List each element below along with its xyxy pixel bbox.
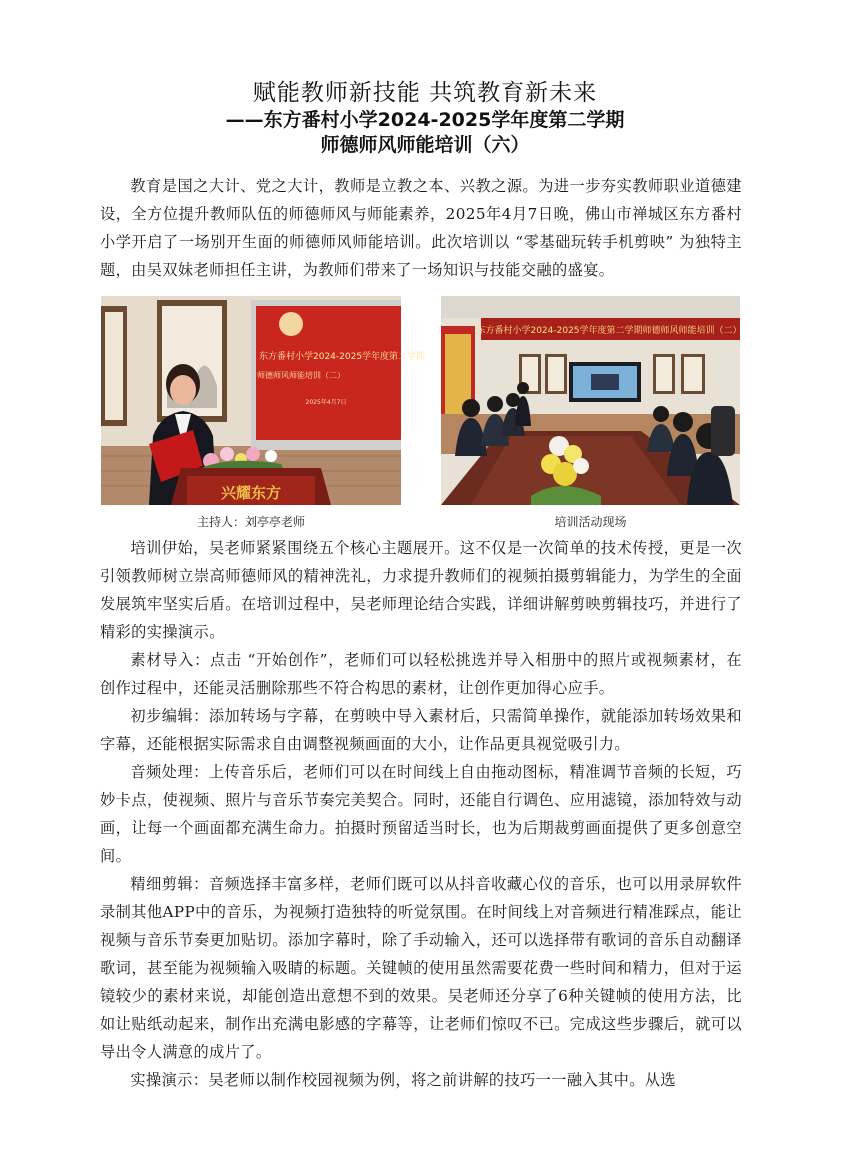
body-paragraph: 实操演示：吴老师以制作校园视频为例，将之前讲解的技巧一一融入其中。从选 (130, 1071, 676, 1089)
host-photo (101, 296, 426, 505)
photo-caption-host: 主持人：刘亭亭老师 (196, 515, 305, 529)
intro-section (100, 172, 742, 284)
subtitle-line: ——东方番村小学2024-2025学年度第二学期 (225, 109, 625, 131)
podium-text: 兴耀东方 (220, 484, 282, 502)
screen-date: 2025年4月7日 (305, 399, 347, 406)
banner-text: 东方番村小学2024-2025学年度第二学期师德师风师能培训（二） (476, 326, 742, 336)
screen-text-2: 师德师风师能培训（二） (257, 371, 345, 380)
intro-paragraph: 教育是国之大计、党之大计，教师是立教之本、兴教之源。为进一步夯实教师职业道德建设，全方位提升教师队伍的师德师风与师能素养，2025年4月7日晚，佛山市禅城区东方番村小学开启了一场别开生面的师德师风师能培训。此次培训以 “零基础玩转手机剪映” 为独特主题，由吴双妹老师担任主讲，为教师们带来了一场知识与技能交融的盛宴。 (100, 177, 742, 279)
main-body (100, 534, 742, 1094)
training-room-photo (441, 296, 740, 505)
body-paragraph: 培训伊始，吴老师紧紧围绕五个核心主题展开。这不仅是一次简单的技术传授，更是一次引领教师树立崇高师德师风的精神洗礼，力求提升教师们的视频拍摄剪辑能力，为学生的全面发展筑牢坚实后盾。在培训过程中，吴老师理论结合实践，详细讲解剪映剪辑技巧，并进行了精彩的实操演示。 (100, 539, 742, 641)
screen-text-1: 东方番村小学2024-2025学年度第二学期 (259, 352, 426, 362)
body-paragraph: 素材导入：点击 “开始创作”，老师们可以轻松挑选并导入相册中的照片或视频素材，在创作过程中，还能灵活删除那些不符合构思的素材，让创作更加得心应手。 (100, 651, 742, 697)
body-paragraph: 初步编辑：添加转场与字幕，在剪映中导入素材后，只需简单操作，就能添加转场效果和字幕，还能根据实际需求自由调整视频画面的大小，让作品更具视觉吸引力。 (100, 707, 742, 753)
body-paragraph: 精细剪辑：音频选择丰富多样，老师们既可以从抖音收藏心仪的音乐，也可以用录屏软件录制其他APP中的音乐，为视频打造独特的听觉氛围。在时间线上对音频进行精准踩点，能让视频与音乐节奏更加贴切。添加字幕时，除了手动输入，还可以选择带有歌词的音乐自动翻译歌词，甚至能为视频输入吸睛的标题。关键帧的使用虽然需要花费一些时间和精力，但对于运镜较少的素材来说，却能创造出意想不到的效果。吴老师还分享了6种关键帧的使用方法，比如让贴纸动起来，制作出充满电影感的字幕等，让老师们惊叹不已。完成这些步骤后，就可以导出令人满意的成片了。 (100, 875, 742, 1061)
photo-caption-room: 培训活动现场 (554, 515, 627, 529)
subtitle-line-2: 师德师风师能培训（六） (320, 134, 530, 156)
main-title: 赋能教师新技能 共筑教育新未来 (252, 80, 598, 106)
body-paragraph: 音频处理：上传音乐后，老师们可以在时间线上自由拖动图标，精准调节音频的长短，巧妙卡点，使视频、照片与音乐节奏完美契合。同时，还能自行调色、应用滤镜，添加特效与动画，让每一个画面都充满生命力。拍摄时预留适当时长，也为后期裁剪画面提供了更多创意空间。 (100, 763, 742, 865)
